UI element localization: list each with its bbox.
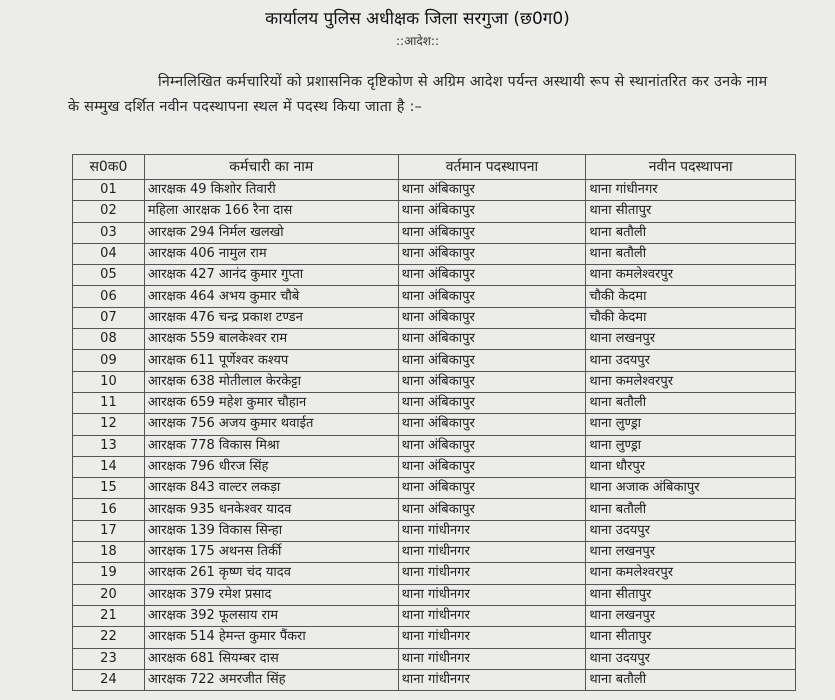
- cell-serial: 06: [73, 286, 145, 307]
- cell-new-posting: चौकी केदमा: [586, 307, 796, 328]
- cell-new-posting: थाना बतौली: [586, 392, 796, 413]
- cell-serial: 17: [73, 520, 145, 541]
- cell-employee-name: आरक्षक 49 किशोर तिवारी: [144, 180, 398, 201]
- cell-serial: 14: [73, 456, 145, 477]
- table-row: [73, 478, 796, 499]
- table-row: [73, 329, 796, 350]
- cell-serial: 01: [73, 180, 145, 201]
- cell-current-posting: थाना गांधीनगर: [398, 648, 586, 669]
- table-row: [73, 627, 796, 648]
- cell-employee-name: आरक्षक 294 निर्मल खलखो: [144, 222, 398, 243]
- cell-current-posting: थाना अंबिकापुर: [398, 371, 586, 392]
- cell-employee-name: आरक्षक 778 विकास मिश्रा: [144, 435, 398, 456]
- cell-employee-name: आरक्षक 476 चन्द्र प्रकाश टण्डन: [144, 307, 398, 328]
- cell-employee-name: आरक्षक 611 पूर्णेश्वर कश्यप: [144, 350, 398, 371]
- cell-serial: 04: [73, 243, 145, 264]
- cell-current-posting: थाना गांधीनगर: [398, 563, 586, 584]
- cell-new-posting: थाना गांधीनगर: [586, 180, 796, 201]
- table-row: [73, 648, 796, 669]
- cell-new-posting: थाना बतौली: [586, 222, 796, 243]
- cell-new-posting: थाना लखनपुर: [586, 542, 796, 563]
- cell-employee-name: आरक्षक 659 महेश कुमार चौहान: [144, 392, 398, 413]
- cell-serial: 24: [73, 669, 145, 690]
- table-row: [73, 456, 796, 477]
- cell-employee-name: आरक्षक 406 नामुल राम: [144, 243, 398, 264]
- cell-serial: 03: [73, 222, 145, 243]
- cell-serial: 15: [73, 478, 145, 499]
- table-row: [73, 499, 796, 520]
- cell-employee-name: आरक्षक 175 अथनस तिर्की: [144, 542, 398, 563]
- table-row: [73, 414, 796, 435]
- cell-new-posting: चौकी केदमा: [586, 286, 796, 307]
- cell-new-posting: थाना लुण्ड्रा: [586, 414, 796, 435]
- cell-serial: 20: [73, 584, 145, 605]
- cell-current-posting: थाना गांधीनगर: [398, 605, 586, 626]
- table-row: [73, 371, 796, 392]
- cell-new-posting: थाना सीतापुर: [586, 627, 796, 648]
- cell-employee-name: आरक्षक 261 कृष्ण चंद यादव: [144, 563, 398, 584]
- table-row: [73, 180, 796, 201]
- cell-current-posting: थाना अंबिकापुर: [398, 392, 586, 413]
- table-row: [73, 563, 796, 584]
- cell-serial: 02: [73, 201, 145, 222]
- cell-new-posting: थाना अजाक अंबिकापुर: [586, 478, 796, 499]
- cell-current-posting: थाना गांधीनगर: [398, 584, 586, 605]
- table-row: [73, 605, 796, 626]
- cell-serial: 16: [73, 499, 145, 520]
- cell-employee-name: आरक्षक 392 फूलसाय राम: [144, 605, 398, 626]
- table-row: [73, 584, 796, 605]
- cell-employee-name: आरक्षक 796 धीरज सिंह: [144, 456, 398, 477]
- cell-serial: 21: [73, 605, 145, 626]
- table-row: [73, 307, 796, 328]
- order-paragraph: निम्नलिखित कर्मचारियों को प्रशासनिक दृष्टिकोण से अग्रिम आदेश पर्यन्त अस्थायी रूप से स्थानांतरित कर उनके नाम के सम्मुख दर्शित नवीन पदस्थापना स्थल में पदस्थ किया जाता है :–: [68, 74, 768, 115]
- cell-new-posting: थाना सीतापुर: [586, 584, 796, 605]
- table-row: [73, 542, 796, 563]
- cell-employee-name: आरक्षक 427 आनंद कुमार गुप्ता: [144, 265, 398, 286]
- cell-serial: 07: [73, 307, 145, 328]
- cell-current-posting: थाना अंबिकापुर: [398, 180, 586, 201]
- cell-serial: 11: [73, 392, 145, 413]
- cell-new-posting: थाना उदयपुर: [586, 350, 796, 371]
- cell-serial: 23: [73, 648, 145, 669]
- cell-employee-name: आरक्षक 935 धनकेश्वर यादव: [144, 499, 398, 520]
- table-row: [73, 286, 796, 307]
- cell-current-posting: थाना अंबिकापुर: [398, 201, 586, 222]
- cell-employee-name: आरक्षक 559 बालकेश्वर राम: [144, 329, 398, 350]
- cell-employee-name: महिला आरक्षक 166 रैना दास: [144, 201, 398, 222]
- table-header-row: [73, 155, 796, 180]
- office-title: कार्यालय पुलिस अधीक्षक जिला सरगुजा (छ0ग0): [265, 9, 570, 29]
- cell-new-posting: थाना बतौली: [586, 243, 796, 264]
- cell-current-posting: थाना अंबिकापुर: [398, 435, 586, 456]
- cell-serial: 05: [73, 265, 145, 286]
- header-current-posting: वर्तमान पदस्थापना: [398, 155, 586, 180]
- cell-employee-name: आरक्षक 514 हेमन्त कुमार पैंकरा: [144, 627, 398, 648]
- cell-new-posting: थाना लुण्ड्रा: [586, 435, 796, 456]
- cell-employee-name: आरक्षक 681 सियम्बर दास: [144, 648, 398, 669]
- cell-current-posting: थाना अंबिकापुर: [398, 456, 586, 477]
- cell-serial: 13: [73, 435, 145, 456]
- table-row: [73, 265, 796, 286]
- cell-current-posting: थाना अंबिकापुर: [398, 329, 586, 350]
- cell-current-posting: थाना अंबिकापुर: [398, 265, 586, 286]
- cell-employee-name: आरक्षक 139 विकास सिन्हा: [144, 520, 398, 541]
- table-row: [73, 222, 796, 243]
- cell-current-posting: थाना अंबिकापुर: [398, 307, 586, 328]
- cell-serial: 18: [73, 542, 145, 563]
- transfer-table: [72, 154, 796, 691]
- cell-current-posting: थाना अंबिकापुर: [398, 350, 586, 371]
- cell-current-posting: थाना अंबिकापुर: [398, 286, 586, 307]
- cell-new-posting: थाना लखनपुर: [586, 605, 796, 626]
- cell-current-posting: थाना अंबिकापुर: [398, 243, 586, 264]
- cell-new-posting: थाना लखनपुर: [586, 329, 796, 350]
- cell-current-posting: थाना गांधीनगर: [398, 669, 586, 690]
- table-row: [73, 350, 796, 371]
- cell-serial: 10: [73, 371, 145, 392]
- cell-current-posting: थाना गांधीनगर: [398, 627, 586, 648]
- cell-employee-name: आरक्षक 379 रमेश प्रसाद: [144, 584, 398, 605]
- cell-serial: 22: [73, 627, 145, 648]
- cell-serial: 19: [73, 563, 145, 584]
- header-employee-name: कर्मचारी का नाम: [144, 155, 398, 180]
- cell-current-posting: थाना अंबिकापुर: [398, 478, 586, 499]
- cell-employee-name: आरक्षक 756 अजय कुमार थवाईत: [144, 414, 398, 435]
- cell-new-posting: थाना उदयपुर: [586, 648, 796, 669]
- cell-new-posting: थाना बतौली: [586, 669, 796, 690]
- table-row: [73, 201, 796, 222]
- header-serial: स0क0: [73, 155, 145, 180]
- cell-employee-name: आरक्षक 722 अमरजीत सिंह: [144, 669, 398, 690]
- cell-employee-name: आरक्षक 638 मोतीलाल केरकेट्टा: [144, 371, 398, 392]
- table-row: [73, 435, 796, 456]
- cell-serial: 12: [73, 414, 145, 435]
- cell-employee-name: आरक्षक 843 वाल्टर लकड़ा: [144, 478, 398, 499]
- cell-new-posting: थाना बतौली: [586, 499, 796, 520]
- order-heading: ::आदेश::: [396, 34, 439, 48]
- cell-new-posting: थाना धौरपुर: [586, 456, 796, 477]
- cell-serial: 08: [73, 329, 145, 350]
- cell-new-posting: थाना सीतापुर: [586, 201, 796, 222]
- table-row: [73, 392, 796, 413]
- cell-current-posting: थाना अंबिकापुर: [398, 222, 586, 243]
- table-row: [73, 243, 796, 264]
- cell-current-posting: थाना गांधीनगर: [398, 520, 586, 541]
- cell-new-posting: थाना कमलेश्वरपुर: [586, 563, 796, 584]
- cell-serial: 09: [73, 350, 145, 371]
- cell-new-posting: थाना कमलेश्वरपुर: [586, 265, 796, 286]
- cell-employee-name: आरक्षक 464 अभय कुमार चौबे: [144, 286, 398, 307]
- cell-current-posting: थाना अंबिकापुर: [398, 414, 586, 435]
- cell-new-posting: थाना कमलेश्वरपुर: [586, 371, 796, 392]
- cell-current-posting: थाना अंबिकापुर: [398, 499, 586, 520]
- header-new-posting: नवीन पदस्थापना: [586, 155, 796, 180]
- table-row: [73, 669, 796, 690]
- table-row: [73, 520, 796, 541]
- cell-current-posting: थाना गांधीनगर: [398, 542, 586, 563]
- cell-new-posting: थाना उदयपुर: [586, 520, 796, 541]
